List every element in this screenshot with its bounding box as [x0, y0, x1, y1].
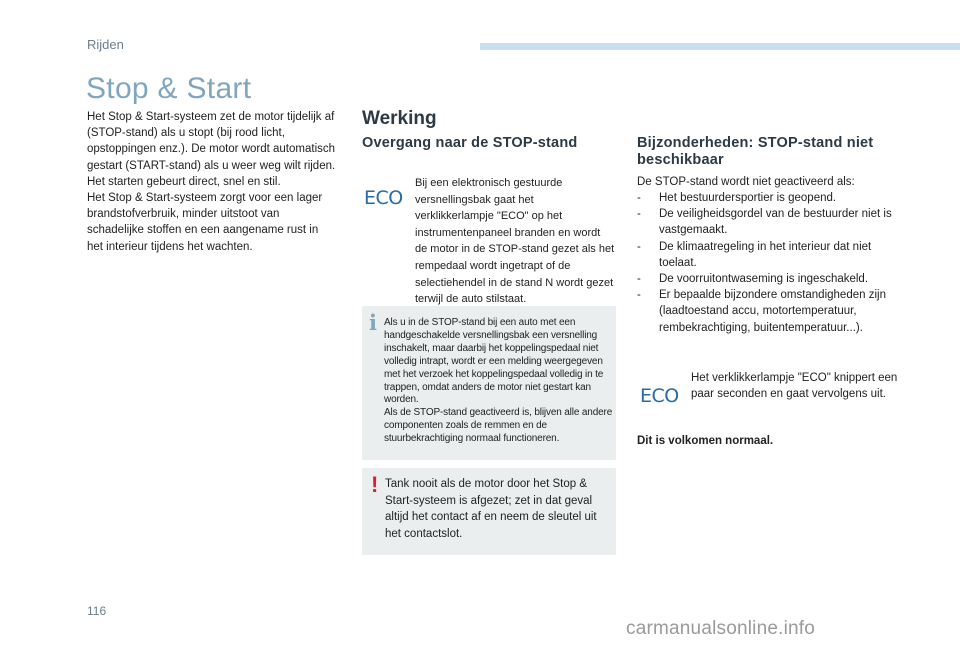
list-dash: -	[637, 273, 641, 286]
info-icon: i	[369, 310, 377, 335]
list-dash: -	[637, 192, 641, 204]
eco-description: Bij een elektronisch gestuurde versnellingsbak gaat het verklikkerlampje "ECO" op het instrumentenpaneel branden en wordt de motor in de STOP-stand gezet als het rempedaal wordt ingetrapt of de selectiehendel in de stand N wordt gezet terwijl de auto stilstaat.	[415, 177, 615, 306]
list-item	[637, 239, 897, 271]
list-item-text: De klimaatregeling in het interieur dat niet toelaat.	[659, 240, 872, 269]
header-bar	[480, 43, 960, 50]
list-item	[637, 190, 897, 206]
info-paragraph-2: Als de STOP-stand geactiveerd is, blijven alle andere componenten zoals de remmen en de stuurbekrachtiging normaal functioneren.	[384, 407, 613, 445]
eco-icon: ECO	[640, 385, 679, 407]
page-title: Stop & Start	[86, 72, 252, 105]
list-item-text: Het bestuurdersportier is geopend.	[659, 192, 837, 204]
list-dash: -	[637, 208, 641, 221]
list-dash: -	[637, 240, 641, 253]
intro-paragraph-1: Het Stop & Start-systeem zet de motor tijdelijk af (STOP-stand) als u stopt (bij rood licht, opstoppingen enz.). De motor wordt automatisch gestart (START-stand) als u weer weg wilt rijden. Het starten gebeurt direct, snel en stil.	[87, 111, 336, 188]
list-dash: -	[637, 289, 641, 302]
warning-icon: !	[371, 472, 379, 497]
watermark: carmanualsonline.info	[626, 618, 816, 639]
werking-heading: Werking	[362, 108, 437, 129]
intro-text	[87, 109, 337, 255]
list-intro: De STOP-stand wordt niet geactiveerd als:	[637, 176, 855, 188]
list-item-text: De voorruitontwaseming is ingeschakeld.	[659, 273, 869, 286]
eco-blink-description: Het verklikkerlampje "ECO" knippert een paar seconden en gaat vervolgens uit.	[691, 372, 898, 401]
list-item	[637, 287, 897, 336]
intro-paragraph-2: Het Stop & Start-systeem zorgt voor een lager brandstofverbruik, minder uitstoot van schadelijke stoffen en een aangename rust in het interieur tijdens het wachten.	[87, 192, 323, 253]
info-text	[384, 317, 614, 446]
list-item-text: Er bepaalde bijzondere omstandigheden zijn (laadtoestand accu, motortemperatuur, rembekrachtiging, buitentemperatuur...).	[659, 289, 886, 334]
eco-icon: ECO	[364, 187, 403, 209]
warning-text: Tank nooit als de motor door het Stop & Start-systeem is afgezet; zet in dat geval altijd het contact af en neem de sleutel uit het contactslot.	[385, 478, 597, 540]
stop-section-heading: Overgang naar de STOP-stand	[362, 135, 578, 151]
conditions-list	[637, 190, 897, 336]
special-section-heading: Bijzonderheden: STOP-stand niet beschikbaar	[637, 135, 874, 168]
normal-note: Dit is volkomen normaal.	[637, 435, 774, 447]
list-item	[637, 206, 897, 238]
page-number: 116	[87, 604, 107, 618]
list-item	[637, 271, 897, 287]
list-item-text: De veiligheidsgordel van de bestuurder niet is vastgemaakt.	[659, 208, 892, 237]
info-paragraph-1: Als u in de STOP-stand bij een auto met een handgeschakelde versnellingsbak een versnelling inschakelt, maar daarbij het koppelingspedaal niet volledig intrapt, wordt er een melding weergegeven met het verzoek het koppelingspedaal volledig in te trappen, omdat anders de motor niet gestart kan worden.	[384, 317, 604, 406]
section-label: Rijden	[87, 37, 124, 52]
